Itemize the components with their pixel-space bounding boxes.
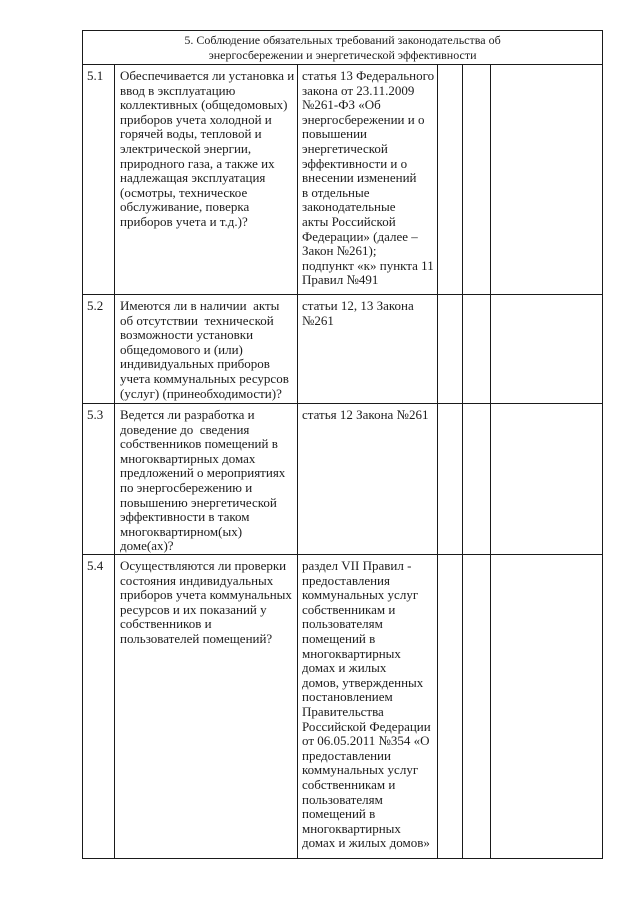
blank-cell-3 (491, 404, 603, 555)
blank-cell-1 (438, 404, 463, 555)
requirement-question: Имеются ли в наличии акты об отсутствии технической возможности установки общедомового и (или) индивидуальных приборов учета коммунальных ресурсов (услуг) (принеобходимости)? (115, 295, 298, 404)
blank-cell-3 (491, 555, 603, 859)
requirements-table (82, 30, 603, 859)
table-row (83, 295, 603, 404)
blank-cell-3 (491, 295, 603, 404)
legal-basis: статья 12 Закона №261 (298, 404, 438, 555)
blank-cell-2 (463, 555, 491, 859)
blank-cell-1 (438, 65, 463, 295)
section-header-row (83, 31, 603, 65)
table-row (83, 404, 603, 555)
requirement-question: Осуществляются ли проверки состояния индивидуальных приборов учета коммунальных ресурсов и их показаний у собственников и пользователей помещений? (115, 555, 298, 859)
blank-cell-2 (463, 295, 491, 404)
table-row (83, 65, 603, 295)
section-title: 5. Соблюдение обязательных требований законодательства об энергосбережении и энергетической эффективности (83, 31, 603, 65)
blank-cell-2 (463, 404, 491, 555)
requirement-question: Ведется ли разработка и доведение до сведения собственников помещений в многоквартирных домах предложений о мероприятиях по энергосбережению и повышению энергетической эффективности в таком многоквартирном(ых) доме(ах)? (115, 404, 298, 555)
table-row (83, 555, 603, 859)
item-number: 5.3 (83, 404, 115, 555)
item-number: 5.1 (83, 65, 115, 295)
legal-basis: раздел VII Правил - предоставления коммунальных услуг собственникам и пользователям помещений в многоквартирных домах и жилых домов, утвержденных постановлением Правительства Российской Федерации от 06.05.2011 №354 «О предоставлении коммунальных услуг собственникам и пользователям помещений в многоквартирных домах и жилых домов» (298, 555, 438, 859)
requirement-question: Обеспечивается ли установка и ввод в эксплуатацию коллективных (общедомовых) приборов учета холодной и горячей воды, тепловой и электрической энергии, природного газа, а также их надлежащая эксплуатация (осмотры, техническое обслуживание, поверка приборов учета и т.д.)? (115, 65, 298, 295)
blank-cell-1 (438, 295, 463, 404)
blank-cell-3 (491, 65, 603, 295)
legal-basis: статьи 12, 13 Закона №261 (298, 295, 438, 404)
blank-cell-2 (463, 65, 491, 295)
blank-cell-1 (438, 555, 463, 859)
item-number: 5.4 (83, 555, 115, 859)
item-number: 5.2 (83, 295, 115, 404)
legal-basis: статья 13 Федерального закона от 23.11.2009 №261-ФЗ «Об энергосбережении и о повышении энергетической эффективности и о внесении изменений в отдельные законодательные акты Российской Федерации» (далее – Закон №261); подпункт «к» пункта 11 Правил №491 (298, 65, 438, 295)
